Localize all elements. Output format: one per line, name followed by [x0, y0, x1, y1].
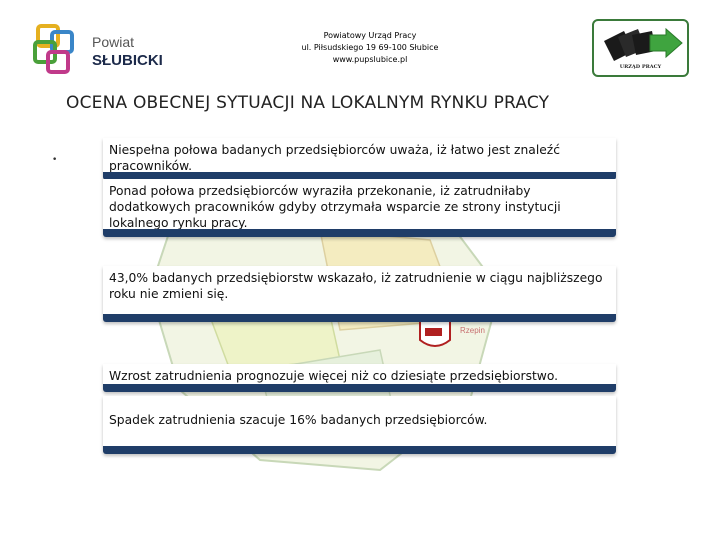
urzad-pracy-logo: [592, 19, 689, 77]
logo-text-slubicki: SŁUBICKI: [92, 52, 163, 69]
office-address: ul. Piłsudskiego 19 69-100 Słubice: [301, 43, 439, 52]
slide-title: OCENA OBECNEJ SYTUACJI NA LOKALNYM RYNKU PRACY: [66, 93, 550, 113]
urzad-pracy-label: URZĄD PRACY: [619, 64, 662, 70]
powiat-slubicki-logo: [30, 18, 175, 80]
office-name: Powiatowy Urząd Pracy: [323, 31, 417, 40]
finding-box-1: Niespełna połowa badanych przedsiębiorców uważa, iż łatwo jest znaleźć pracowników.: [103, 138, 616, 180]
rzepin-coat-of-arms-icon: [420, 320, 450, 346]
office-website: www.pupslubice.pl: [332, 55, 408, 64]
map-town-label: Rzepin: [460, 326, 485, 335]
bullet-marker: •: [52, 155, 58, 165]
finding-box-2: Ponad połowa przedsiębiorców wyraziła przekonanie, iż zatrudniłaby dodatkowych pracowników gdyby otrzymała wsparcie ze strony instytucji lokalnego rynku pracy.: [103, 179, 616, 237]
logo-squares-icon: [30, 18, 92, 80]
logo-text-powiat: Powiat: [92, 34, 135, 50]
finding-box-4: Wzrost zatrudnienia prognozuje więcej niż co dziesiąte przedsiębiorstwo.: [103, 364, 616, 392]
finding-box-5: Spadek zatrudnienia szacuje 16% badanych przedsiębiorców.: [103, 396, 616, 454]
office-header: [270, 30, 470, 66]
finding-box-3: 43,0% badanych przedsiębiorstw wskazało, iż zatrudnienie w ciągu najbliższego roku nie zmieni się.: [103, 266, 616, 322]
